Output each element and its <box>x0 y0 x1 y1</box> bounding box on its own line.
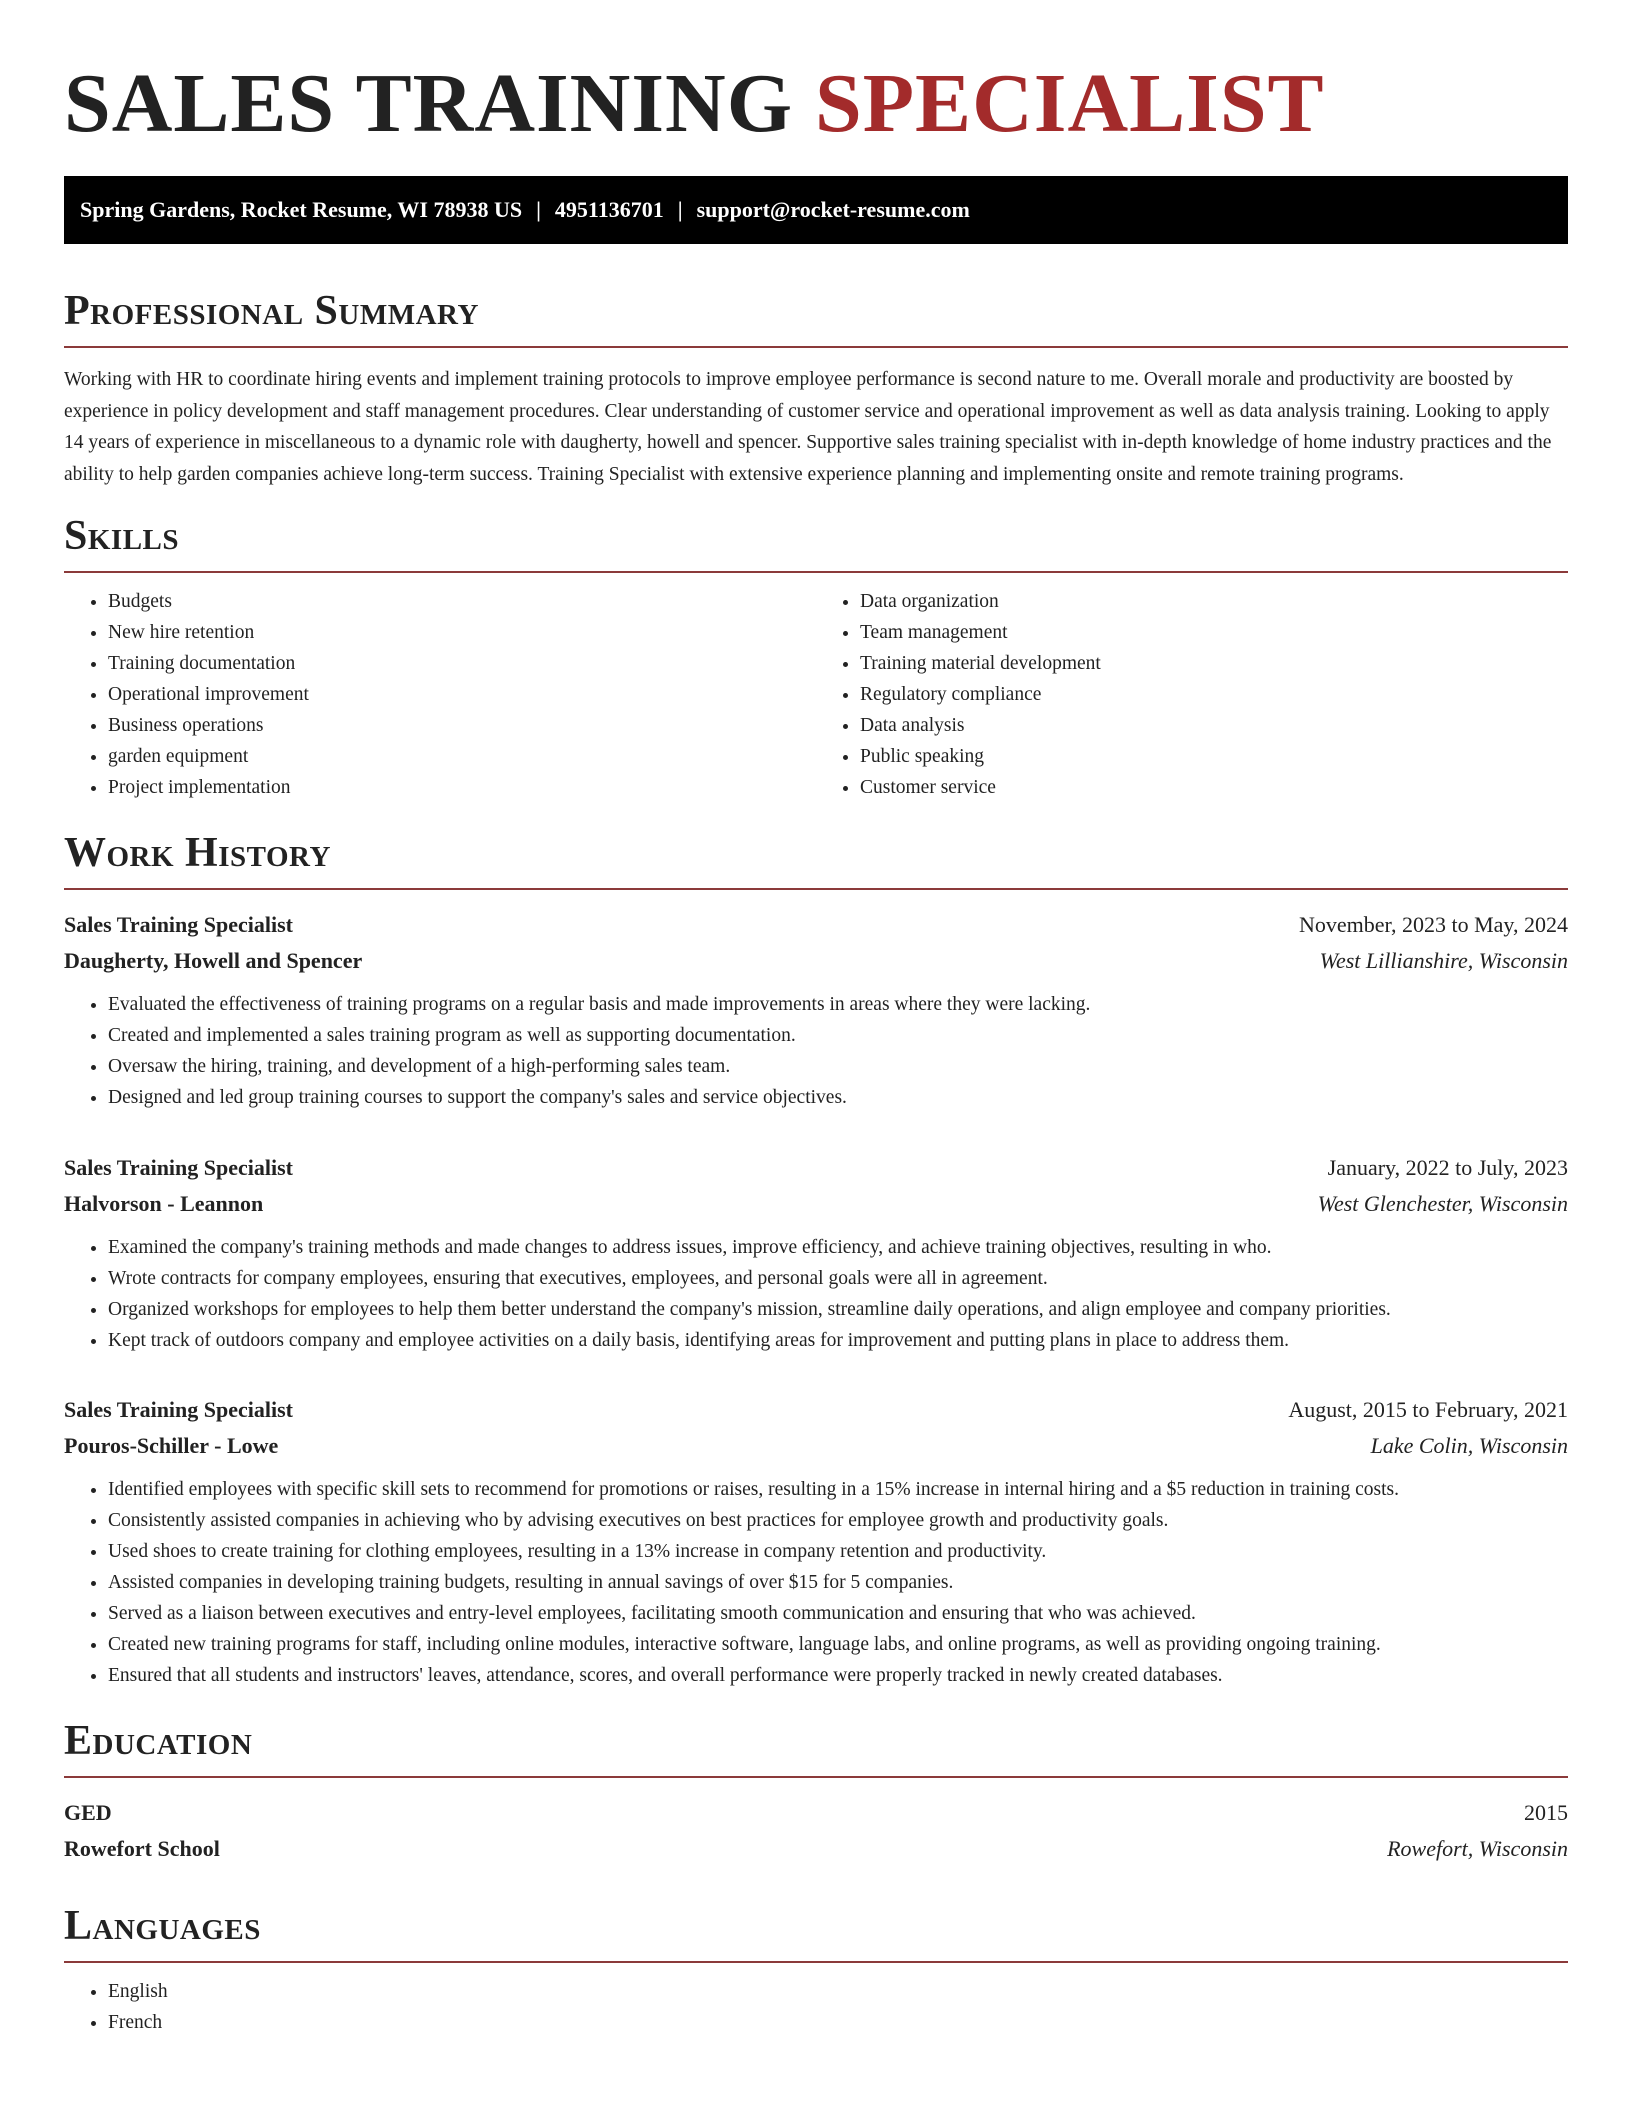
job-title: Sales Training Specialist <box>64 1397 294 1422</box>
contact-address: Spring Gardens, Rocket Resume, WI 78938 US <box>80 197 523 222</box>
job-company: Pouros-Schiller - Lowe <box>64 1433 279 1458</box>
job-header-row <box>64 907 1568 943</box>
job-dates: August, 2015 to February, 2021 <box>1288 1397 1568 1422</box>
section-divider <box>64 346 1568 348</box>
contact-phone: 4951136701 <box>554 197 664 222</box>
job-company: Halvorson - Leannon <box>64 1191 264 1216</box>
skill-item: • Operational improvement <box>108 679 816 710</box>
language-item: • English <box>108 1976 1568 2007</box>
job-bullets <box>64 989 1568 1113</box>
name-first: SALES TRAINING <box>64 57 794 150</box>
skill-item: • Training material development <box>860 648 1568 679</box>
contact-separator: | <box>677 197 683 222</box>
contact-separator: | <box>536 197 541 222</box>
skill-item: • Business operations <box>108 710 816 741</box>
skill-item: • Team management <box>860 617 1568 648</box>
skill-item: • Customer service <box>860 772 1568 803</box>
skill-item: • Data analysis <box>860 710 1568 741</box>
languages-heading: Languages <box>64 1903 261 1949</box>
languages-section <box>64 1901 1568 2038</box>
education-location: Rowefort, Wisconsin <box>1387 1836 1568 1861</box>
education-entry <box>64 1795 1568 1867</box>
job-bullet: • Used shoes to create training for clothing employees, resulting in a 13% increase in company retention and productivity. <box>108 1536 1568 1567</box>
skill-item: • Training documentation <box>108 648 816 679</box>
section-divider <box>64 888 1568 890</box>
education-section <box>64 1716 1568 1867</box>
skill-item: • Public speaking <box>860 741 1568 772</box>
job-entry <box>64 1150 1568 1356</box>
section-divider <box>64 1776 1568 1778</box>
job-bullet: • Identified employees with specific skill sets to recommend for promotions or raises, resulting in a 15% increase in internal hiring and a $5 reduction in training costs. <box>108 1474 1568 1505</box>
job-bullet: • Kept track of outdoors company and employee activities on a daily basis, identifying areas for improvement and putting plans in place to address them. <box>108 1325 1568 1356</box>
job-bullet: • Created new training programs for staff, including online modules, interactive software, language labs, and online programs, as well as providing ongoing training. <box>108 1629 1568 1660</box>
job-bullets <box>64 1474 1568 1691</box>
section-divider <box>64 1961 1568 1963</box>
skill-item: • Budgets <box>108 586 816 617</box>
name-last: SPECIALIST <box>815 57 1325 150</box>
skill-item: • Regulatory compliance <box>860 679 1568 710</box>
summary-section <box>64 286 1568 490</box>
work-history-section <box>64 828 1568 1691</box>
job-bullet: • Assisted companies in developing training budgets, resulting in annual savings of over $15 for 5 companies. <box>108 1567 1568 1598</box>
education-school-row <box>64 1831 1568 1867</box>
job-header-row <box>64 1392 1568 1428</box>
job-entry <box>64 1392 1568 1691</box>
job-bullet: • Consistently assisted companies in achieving who by advising executives on best practices for employee growth and productivity goals. <box>108 1505 1568 1536</box>
contact-bar <box>64 176 1568 244</box>
skill-item: • Data organization <box>860 586 1568 617</box>
job-dates: November, 2023 to May, 2024 <box>1299 912 1568 937</box>
skills-section <box>64 511 1568 803</box>
job-company: Daugherty, Howell and Spencer <box>64 948 363 973</box>
job-location: Lake Colin, Wisconsin <box>1370 1433 1568 1458</box>
skills-heading: Skills <box>64 513 180 559</box>
skills-grid <box>64 586 1568 803</box>
job-bullet: • Oversaw the hiring, training, and development of a high-performing sales team. <box>108 1051 1568 1082</box>
job-bullet: • Wrote contracts for company employees, ensuring that executives, employees, and personal goals were all in agreement. <box>108 1263 1568 1294</box>
section-divider <box>64 571 1568 573</box>
job-bullet: • Organized workshops for employees to help them better understand the company's mission, streamline daily operations, and align employee and company priorities. <box>108 1294 1568 1325</box>
education-degree: GED <box>64 1800 112 1825</box>
job-header-row <box>64 1150 1568 1186</box>
candidate-name <box>64 0 1568 176</box>
job-bullet: • Created and implemented a sales training program as well as supporting documentation. <box>108 1020 1568 1051</box>
language-item: • French <box>108 2007 1568 2038</box>
job-bullet: • Examined the company's training methods and made changes to address issues, improve efficiency, and achieve training objectives, resulting in who. <box>108 1232 1568 1263</box>
languages-list <box>64 1976 1568 2038</box>
job-bullet: • Designed and led group training courses to support the company's sales and service objectives. <box>108 1082 1568 1113</box>
job-bullet: • Ensured that all students and instructors' leaves, attendance, scores, and overall performance were properly tracked in newly created databases. <box>108 1660 1568 1691</box>
summary-heading: Professional Summary <box>64 288 479 334</box>
education-heading: Education <box>64 1718 253 1764</box>
education-school: Rowefort School <box>64 1836 220 1861</box>
education-year: 2015 <box>1524 1800 1568 1825</box>
skill-item: • New hire retention <box>108 617 816 648</box>
skills-column-right <box>816 586 1568 803</box>
job-title: Sales Training Specialist <box>64 1155 294 1180</box>
job-title: Sales Training Specialist <box>64 912 294 937</box>
job-location: West Glenchester, Wisconsin <box>1317 1191 1568 1216</box>
skills-column-left <box>64 586 816 803</box>
job-company-row <box>64 1428 1568 1464</box>
work-history-heading: Work History <box>64 830 331 876</box>
job-company-row <box>64 943 1568 979</box>
job-company-row <box>64 1186 1568 1222</box>
job-bullet: • Served as a liaison between executives and entry-level employees, facilitating smooth communication and ensuring that who was achieved. <box>108 1598 1568 1629</box>
job-bullets <box>64 1232 1568 1356</box>
contact-email: support@rocket-resume.com <box>696 197 970 222</box>
job-entry <box>64 907 1568 1113</box>
skill-item: • Project implementation <box>108 772 816 803</box>
job-location: West Lillianshire, Wisconsin <box>1319 948 1568 973</box>
skill-item: • garden equipment <box>108 741 816 772</box>
job-dates: January, 2022 to July, 2023 <box>1327 1155 1568 1180</box>
job-bullet: • Evaluated the effectiveness of training programs on a regular basis and made improvements in areas where they were lacking. <box>108 989 1568 1020</box>
summary-text: Working with HR to coordinate hiring events and implement training protocols to improve employee performance is second nature to me. Overall morale and productivity are boosted by experience in policy development and staff management procedures. Clear understanding of customer service and operational improvement as well as data analysis training. Looking to apply 14 years of experience in miscellaneous to a dynamic role with daugherty, howell and spencer. Supportive sales training specialist with in-depth knowledge of home industry practices and the ability to help garden companies achieve long-term success. Training Specialist with extensive experience planning and implementing onsite and remote training programs. <box>64 369 1552 485</box>
education-degree-row <box>64 1795 1568 1831</box>
